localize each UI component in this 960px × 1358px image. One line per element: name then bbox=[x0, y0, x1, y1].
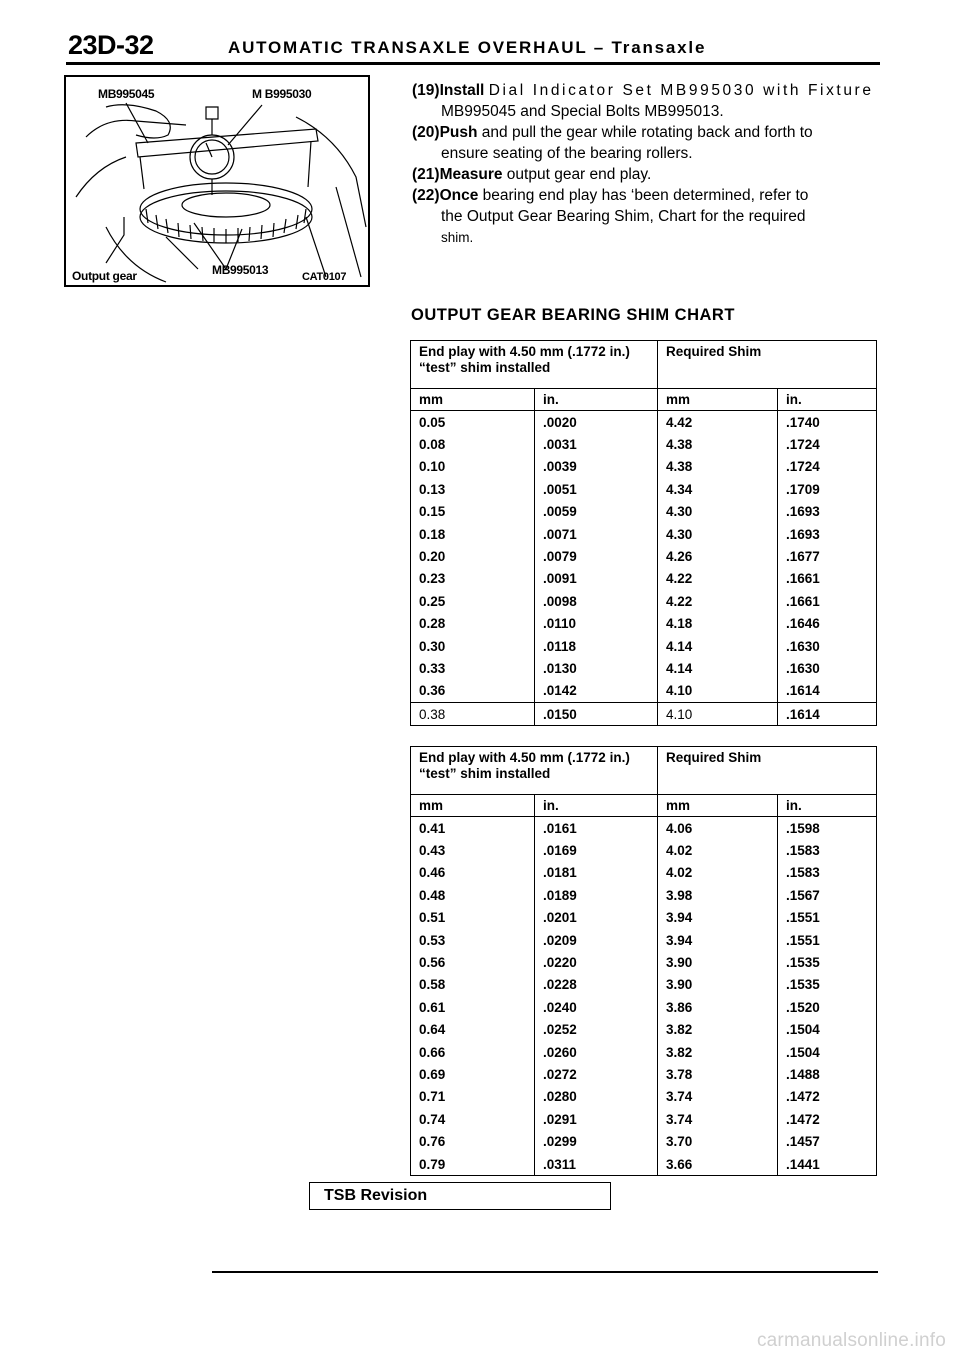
table-row bbox=[411, 839, 877, 861]
end-play-mm: 0.64 bbox=[411, 1019, 535, 1041]
shim-mm: 4.02 bbox=[658, 862, 778, 884]
shim-mm: 3.98 bbox=[658, 884, 778, 906]
end-play-in: .0020 bbox=[535, 411, 658, 434]
table-row bbox=[411, 433, 877, 455]
end-play-in: .0150 bbox=[535, 703, 658, 726]
unit-cell: mm bbox=[411, 795, 535, 817]
shim-in: .1709 bbox=[786, 481, 820, 497]
shim-mm: 4.06 bbox=[658, 817, 778, 840]
shim-mm: 3.70 bbox=[658, 1130, 778, 1152]
end-play-in: .0161 bbox=[535, 817, 658, 840]
end-play-in: .0220 bbox=[535, 951, 658, 973]
end-play-in: .0059 bbox=[535, 501, 658, 523]
shim-in: .1661 bbox=[786, 593, 820, 609]
page-number: 23D-32 bbox=[68, 30, 154, 60]
shim-mm: 4.22 bbox=[658, 568, 778, 590]
step-21 bbox=[412, 164, 882, 185]
table-row bbox=[411, 703, 877, 726]
table-row bbox=[411, 817, 877, 840]
shim-in: .1614 bbox=[786, 683, 820, 699]
end-play-in: .0209 bbox=[535, 929, 658, 951]
end-play-in: .0240 bbox=[535, 996, 658, 1018]
table-row bbox=[411, 590, 877, 612]
shim-in: .1646 bbox=[786, 616, 820, 632]
end-play-mm: 0.76 bbox=[411, 1130, 535, 1152]
end-play-in: .0201 bbox=[535, 907, 658, 929]
end-play-mm: 0.38 bbox=[411, 703, 535, 726]
shim-mm: 4.30 bbox=[658, 523, 778, 545]
shim-mm: 3.90 bbox=[658, 951, 778, 973]
shim-mm: 4.38 bbox=[658, 433, 778, 455]
shim-mm: 3.94 bbox=[658, 929, 778, 951]
shim-in: .1740 bbox=[786, 414, 820, 430]
shim-in: .1472 bbox=[786, 1089, 820, 1105]
end-play-in: .0299 bbox=[535, 1130, 658, 1152]
shim-mm: 4.42 bbox=[658, 411, 778, 434]
end-play-in: .0260 bbox=[535, 1041, 658, 1063]
figure-label-mb995013: MB995013 bbox=[212, 263, 269, 277]
end-play-in: .0091 bbox=[535, 568, 658, 590]
shim-in: .1677 bbox=[786, 549, 820, 565]
shim-in: .1693 bbox=[786, 504, 820, 520]
end-play-in: .0228 bbox=[535, 974, 658, 996]
chart-title: OUTPUT GEAR BEARING SHIM CHART bbox=[411, 306, 735, 324]
table-row bbox=[411, 1130, 877, 1152]
end-play-mm: 0.25 bbox=[411, 590, 535, 612]
step-19 bbox=[412, 80, 882, 122]
shim-in: .1472 bbox=[786, 1111, 820, 1127]
end-play-in: .0098 bbox=[535, 590, 658, 612]
table-row bbox=[411, 907, 877, 929]
figure-label-mb995045: MB995045 bbox=[98, 87, 155, 101]
table-row bbox=[411, 1108, 877, 1130]
unit-cell: in. bbox=[778, 389, 877, 411]
end-play-mm: 0.74 bbox=[411, 1108, 535, 1130]
figure-label-cat0107: CAT0107 bbox=[302, 271, 347, 283]
watermark: carmanualsonline.info bbox=[756, 1330, 946, 1351]
end-play-mm: 0.30 bbox=[411, 635, 535, 657]
step-number: (21) bbox=[412, 166, 440, 183]
end-play-mm: 0.56 bbox=[411, 951, 535, 973]
shim-in: .1551 bbox=[786, 910, 820, 926]
shim-mm: 3.74 bbox=[658, 1108, 778, 1130]
header-required-shim: Required Shim bbox=[658, 747, 877, 795]
shim-mm: 4.02 bbox=[658, 839, 778, 861]
shim-in: .1504 bbox=[786, 1022, 820, 1038]
shim-in: .1583 bbox=[786, 843, 820, 859]
shim-in: .1630 bbox=[786, 660, 820, 676]
shim-in: .1614 bbox=[778, 703, 877, 726]
page-title-suffix: – Transaxle bbox=[593, 38, 707, 57]
shim-in: .1693 bbox=[786, 526, 820, 542]
shim-mm: 4.22 bbox=[658, 590, 778, 612]
step-number: (19) bbox=[412, 82, 440, 99]
end-play-in: .0252 bbox=[535, 1019, 658, 1041]
shim-mm: 3.82 bbox=[658, 1041, 778, 1063]
shim-mm: 4.14 bbox=[658, 635, 778, 657]
end-play-in: .0189 bbox=[535, 884, 658, 906]
step-text-line: and pull the gear while rotating back and forth to bbox=[481, 124, 813, 141]
end-play-mm: 0.43 bbox=[411, 839, 535, 861]
end-play-in: .0280 bbox=[535, 1086, 658, 1108]
end-play-in: .0039 bbox=[535, 456, 658, 478]
shim-mm: 4.26 bbox=[658, 545, 778, 567]
end-play-mm: 0.71 bbox=[411, 1086, 535, 1108]
table-header-row bbox=[411, 341, 877, 389]
table-row bbox=[411, 1041, 877, 1063]
shim-mm: 4.14 bbox=[658, 657, 778, 679]
step-text-line: bearing end play has ‘been determined, refer to bbox=[482, 187, 809, 204]
table-row bbox=[411, 478, 877, 500]
end-play-mm: 0.13 bbox=[411, 478, 535, 500]
table-header-row bbox=[411, 747, 877, 795]
end-play-mm: 0.41 bbox=[411, 817, 535, 840]
end-play-in: .0079 bbox=[535, 545, 658, 567]
end-play-mm: 0.15 bbox=[411, 501, 535, 523]
shim-mm: 3.78 bbox=[658, 1063, 778, 1085]
page-title bbox=[228, 38, 706, 58]
shim-in: .1457 bbox=[786, 1134, 820, 1150]
table-row bbox=[411, 568, 877, 590]
unit-cell: mm bbox=[411, 389, 535, 411]
shim-in: .1567 bbox=[786, 887, 820, 903]
footer-rule bbox=[212, 1271, 878, 1273]
table-row bbox=[411, 501, 877, 523]
table-row bbox=[411, 1019, 877, 1041]
shim-mm: 4.38 bbox=[658, 456, 778, 478]
table-row bbox=[411, 680, 877, 703]
end-play-in: .0031 bbox=[535, 433, 658, 455]
table-row bbox=[411, 613, 877, 635]
shim-in: .1661 bbox=[786, 571, 820, 587]
table-row bbox=[411, 545, 877, 567]
dial-indicator-figure bbox=[64, 75, 370, 287]
shim-mm: 4.10 bbox=[658, 680, 778, 703]
end-play-in: .0311 bbox=[535, 1153, 658, 1176]
table-row bbox=[411, 1063, 877, 1085]
table-row bbox=[411, 1153, 877, 1176]
table-row bbox=[411, 456, 877, 478]
step-20 bbox=[412, 122, 882, 164]
end-play-mm: 0.48 bbox=[411, 884, 535, 906]
end-play-mm: 0.36 bbox=[411, 680, 535, 703]
table-units-row bbox=[411, 389, 877, 411]
end-play-mm: 0.53 bbox=[411, 929, 535, 951]
header-end-play: End play with 4.50 mm (.1772 in.) “test” shim installed bbox=[411, 341, 658, 389]
table-row bbox=[411, 996, 877, 1018]
table-row bbox=[411, 862, 877, 884]
unit-cell: in. bbox=[778, 795, 877, 817]
shim-mm: 3.82 bbox=[658, 1019, 778, 1041]
table-units-row bbox=[411, 795, 877, 817]
page-title-main: AUTOMATIC TRANSAXLE OVERHAUL bbox=[228, 38, 588, 57]
end-play-in: .0272 bbox=[535, 1063, 658, 1085]
shim-in: .1441 bbox=[786, 1156, 820, 1172]
step-text-line: MB995045 and Special Bolts MB995013. bbox=[441, 103, 724, 120]
end-play-mm: 0.28 bbox=[411, 613, 535, 635]
table-row bbox=[411, 411, 877, 434]
shim-table-1-body bbox=[411, 341, 877, 726]
table-row bbox=[411, 657, 877, 679]
tsb-revision-box: TSB Revision bbox=[309, 1182, 611, 1210]
shim-in: .1583 bbox=[786, 865, 820, 881]
header-rule bbox=[66, 62, 880, 65]
step-number: (22) bbox=[412, 187, 440, 204]
end-play-mm: 0.08 bbox=[411, 433, 535, 455]
end-play-in: .0291 bbox=[535, 1108, 658, 1130]
end-play-mm: 0.18 bbox=[411, 523, 535, 545]
unit-cell: in. bbox=[535, 389, 658, 411]
shim-in: .1488 bbox=[786, 1066, 820, 1082]
shim-mm: 4.18 bbox=[658, 613, 778, 635]
table-row bbox=[411, 884, 877, 906]
end-play-mm: 0.79 bbox=[411, 1153, 535, 1176]
shim-in: .1724 bbox=[786, 437, 820, 453]
table-row bbox=[411, 1086, 877, 1108]
shim-table-2-body bbox=[411, 747, 877, 1176]
shim-mm: 3.86 bbox=[658, 996, 778, 1018]
shim-in: .1535 bbox=[786, 955, 820, 971]
table-row bbox=[411, 951, 877, 973]
step-text-line: output gear end play. bbox=[506, 166, 652, 183]
table-row bbox=[411, 635, 877, 657]
step-verb: Once bbox=[439, 187, 479, 204]
end-play-mm: 0.66 bbox=[411, 1041, 535, 1063]
shim-mm: 3.90 bbox=[658, 974, 778, 996]
shim-mm: 4.34 bbox=[658, 478, 778, 500]
step-verb: Install bbox=[439, 82, 485, 99]
end-play-in: .0181 bbox=[535, 862, 658, 884]
shim-mm: 4.30 bbox=[658, 501, 778, 523]
end-play-in: .0118 bbox=[535, 635, 658, 657]
shim-in: .1724 bbox=[786, 459, 820, 475]
shim-in: .1630 bbox=[786, 638, 820, 654]
shim-mm: 4.10 bbox=[658, 703, 778, 726]
shim-mm: 3.66 bbox=[658, 1153, 778, 1176]
step-text-line: Dial Indicator Set MB995030 with Fixture bbox=[488, 82, 874, 99]
step-verb: Push bbox=[439, 124, 478, 141]
table-row bbox=[411, 929, 877, 951]
end-play-mm: 0.20 bbox=[411, 545, 535, 567]
shim-table-1 bbox=[410, 340, 877, 726]
table-row bbox=[411, 974, 877, 996]
unit-cell: in. bbox=[535, 795, 658, 817]
end-play-mm: 0.10 bbox=[411, 456, 535, 478]
page-header bbox=[68, 30, 880, 64]
step-number: (20) bbox=[412, 124, 440, 141]
end-play-in: .0130 bbox=[535, 657, 658, 679]
end-play-mm: 0.23 bbox=[411, 568, 535, 590]
shim-in: .1535 bbox=[786, 977, 820, 993]
header-required-shim: Required Shim bbox=[658, 341, 877, 389]
end-play-mm: 0.61 bbox=[411, 996, 535, 1018]
step-22 bbox=[412, 185, 882, 248]
unit-cell: mm bbox=[658, 795, 778, 817]
unit-cell: mm bbox=[658, 389, 778, 411]
end-play-mm: 0.51 bbox=[411, 907, 535, 929]
shim-table-2 bbox=[410, 746, 877, 1176]
step-text-line: ensure seating of the bearing rollers. bbox=[441, 145, 693, 162]
shim-in: .1504 bbox=[786, 1044, 820, 1060]
shim-in: .1551 bbox=[786, 932, 820, 948]
shim-mm: 3.74 bbox=[658, 1086, 778, 1108]
shim-in: .1598 bbox=[786, 820, 820, 836]
dial-indicator-illustration bbox=[66, 77, 370, 287]
end-play-mm: 0.46 bbox=[411, 862, 535, 884]
shim-mm: 3.94 bbox=[658, 907, 778, 929]
end-play-in: .0169 bbox=[535, 839, 658, 861]
end-play-mm: 0.05 bbox=[411, 411, 535, 434]
end-play-mm: 0.33 bbox=[411, 657, 535, 679]
table-row bbox=[411, 523, 877, 545]
figure-label-output-gear: Output gear bbox=[72, 269, 137, 283]
end-play-in: .0110 bbox=[535, 613, 658, 635]
end-play-mm: 0.69 bbox=[411, 1063, 535, 1085]
end-play-in: .0142 bbox=[535, 680, 658, 703]
header-end-play: End play with 4.50 mm (.1772 in.) “test” shim installed bbox=[411, 747, 658, 795]
shim-in: .1520 bbox=[786, 999, 820, 1015]
step-verb: Measure bbox=[439, 166, 503, 183]
step-text-line: the Output Gear Bearing Shim, Chart for the required bbox=[441, 208, 806, 225]
step-text-line: shim. bbox=[441, 230, 474, 245]
end-play-in: .0071 bbox=[535, 523, 658, 545]
end-play-mm: 0.58 bbox=[411, 974, 535, 996]
procedure-steps bbox=[412, 80, 882, 248]
figure-label-mb995030: M B995030 bbox=[252, 87, 312, 101]
end-play-in: .0051 bbox=[535, 478, 658, 500]
